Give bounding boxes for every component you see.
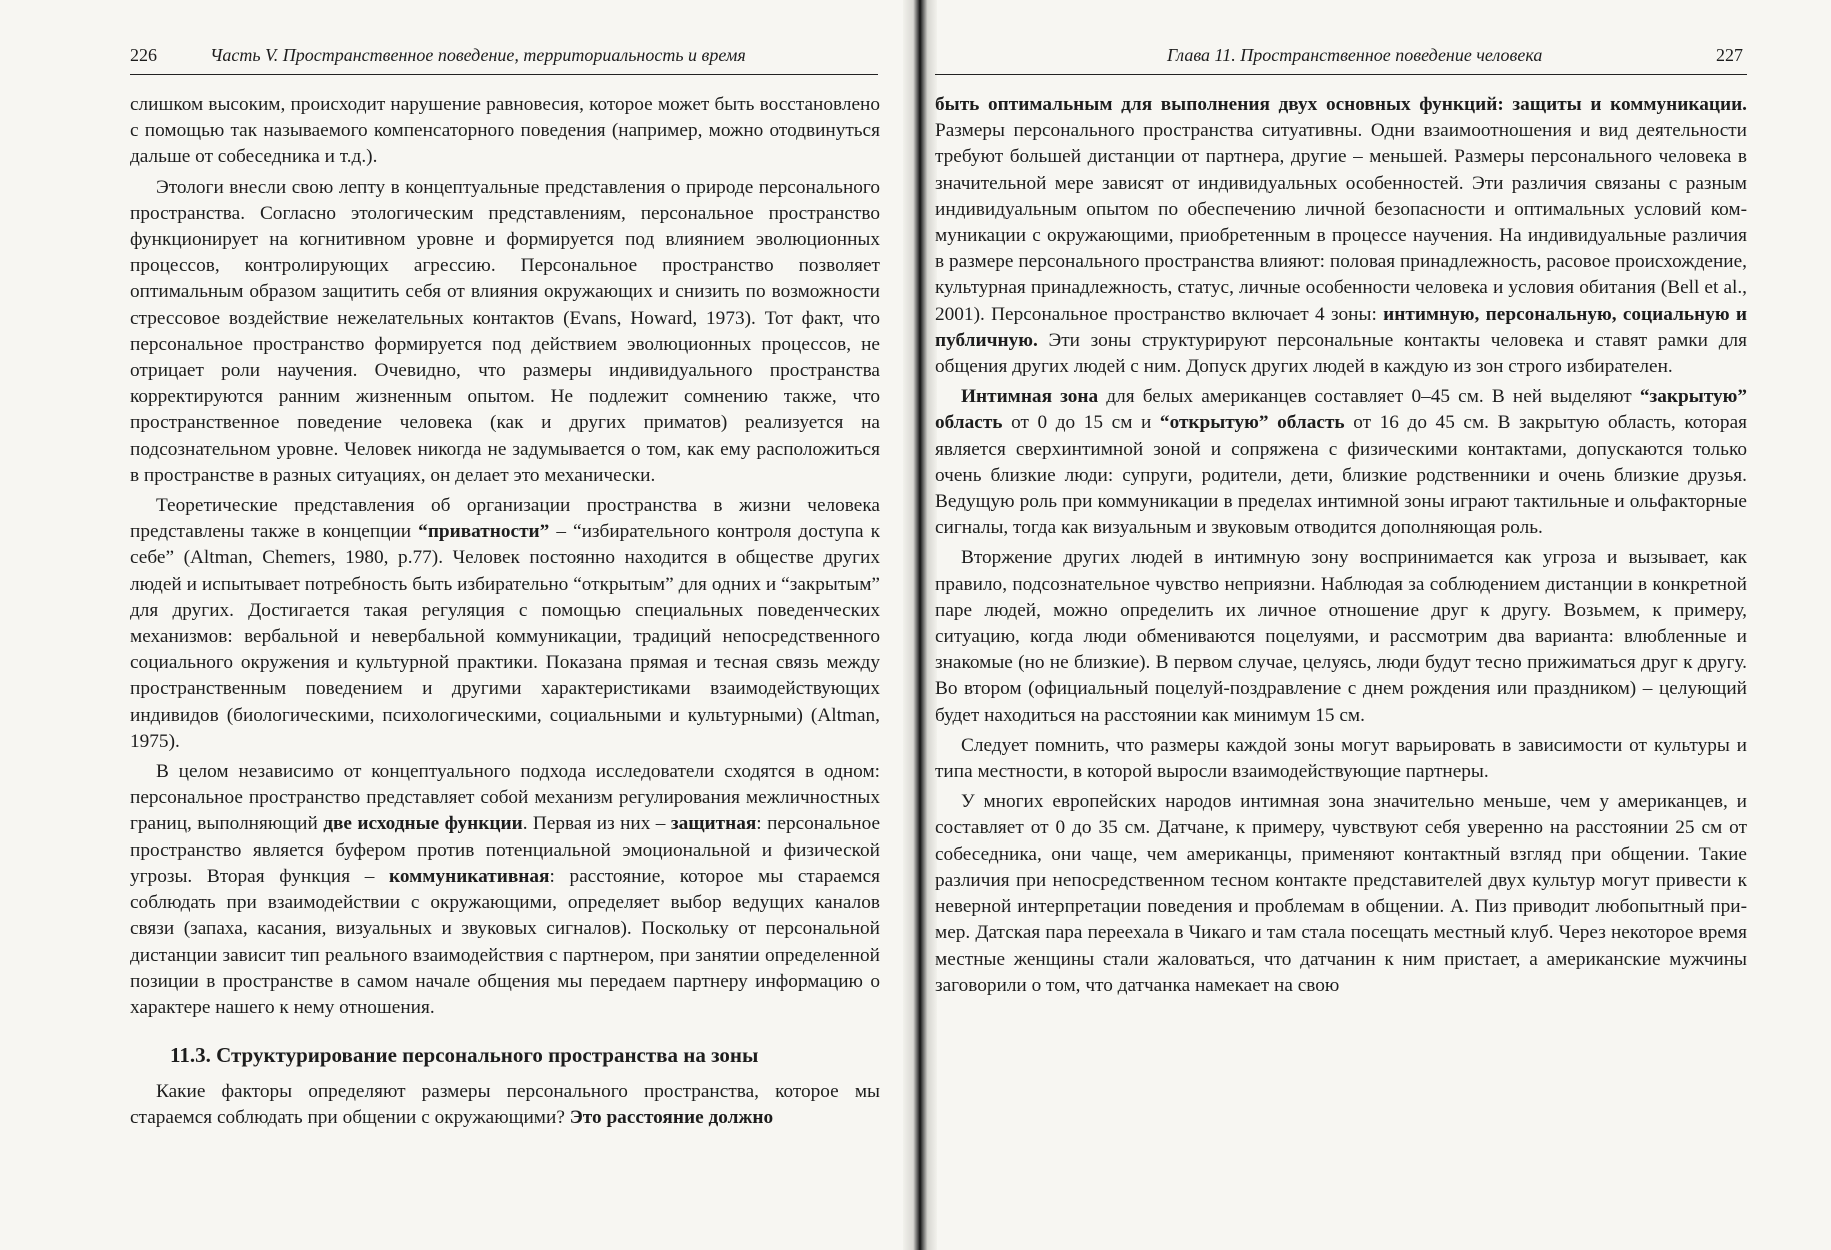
paragraph: [935, 92, 1747, 380]
text-run: Эти зоны структурируют персональные контакты человека и ставят рамки для общения других людей с ним. Допуск других людей в каждую из зон строго избирателен.: [935, 329, 1747, 378]
text-run: : расстояние, которое мы стараемся соблюдать при взаимодействии с окружающими, определяет выбор ведущих каналов связи (запаха, касания, визуальных и звуковых сигналов). Поскольку от персональной дистанции зависит тип реального взаимодействия с партнером, при занятии определенной позиции в пространстве в самом начале общения мы передаем партнеру информацию о характере нашего к нему отношения.: [130, 865, 881, 1018]
section-heading: 11.3. Структурирование персонального пространства на зоны: [170, 1043, 759, 1068]
running-title-right: Глава 11. Пространственное поведение человека: [1167, 45, 1543, 65]
paragraph: [935, 384, 1747, 541]
text-run: от 16 до 45 см. В закрытую область, которая является сверхинтимной зоной и сопряжена с физическими контактами, допускаются только очень близкие люди: супруги, родители, дети, близкие родственники и очень близкие друзья. Ведущую роль при коммуникации в пределах интимной зоны играют тактильные и ольфакторные сигналы, тогда как визуальным и звуковым отводится дополняющая роль.: [935, 412, 1748, 539]
left-page: [0, 0, 905, 1250]
running-header-left: [130, 40, 878, 75]
text-run: . Первая из них –: [522, 813, 671, 835]
bold-text-run: коммуникативная: [389, 865, 550, 887]
left-paragraphs: [130, 92, 880, 1021]
text-run: В целом независимо от концептуального подхода исследователи сходятся в одном: персональное пространство представляет собой механизм регулирования межличностных границ, выполняющий: [130, 761, 880, 835]
bold-text-run: Интимная зона: [961, 386, 1099, 408]
page-number-left: 226: [130, 45, 157, 65]
running-title-left: Часть V. Пространственное поведение, территориальность и время: [210, 45, 746, 65]
right-paragraphs: [935, 92, 1747, 999]
text-run: Вторжение других людей в интимную зону воспринимается как угроза и вызывает, как правило, подсознательное чувство неприязни. Наблюдая за соблюдением дистанции в конкретной паре людей, можно определить их личное отношение друг к другу. Возьмем, к примеру, ситуацию, когда люди обмениваются поцелуями, и рассмотрим два варианта: влюбленные и знакомые (но не близкие). В первом случае, целуясь, люди будут тесно прижиматься друг к другу. Во втором (официальный поцелуй-поздравление с днем рождения или праздником) – целующий будет находиться на расстоянии как минимум 15 см.: [935, 547, 1747, 726]
right-page-body: [935, 92, 1747, 1003]
paragraph: [130, 175, 880, 489]
page-number-right: 227: [1716, 45, 1743, 65]
text-run: Теоретические представления об организации пространства в жизни человека представлены также в концепции: [130, 495, 880, 543]
bold-text-run: “открытую” область: [1159, 412, 1345, 434]
text-run: – “избирательного контроля доступа к себе” (Altman, Chemers, 1980, p.77). Человек постоянно находится в обществе других людей и испытывает потребность быть избирательно “открытым” для одних и “закрытым” для других. Достигается такая регуляция с помощью специальных поведенческих механизмов: вербальной и невербальной коммуникации, традиций непосредственного социального окружения и культурной практики. Показана прямая и тесная связь между пространственным поведением и другими характеристиками взаимодействующих индивидов (биологическими, психологическими, социальными и культурными) (Altman, 1975).: [130, 521, 881, 752]
text-run: Следует помнить, что размеры каждой зоны могут варьировать в зависимости от культуры и типа местности, в которой выросли взаимодействующие партнеры.: [935, 734, 1747, 783]
paragraph: [935, 789, 1747, 999]
text-run: Этологи внесли свою лепту в концептуальные представления о природе персонального пространства. Согласно этологическим представлениям, персональное пространство функционирует на когнитивном уровне и формируется под влиянием эволюционных процессов, контролирующих агрессию. Персональное пространство позволяет оптимальным образом защитить себя от влияния окружающих и снизить по возможности стрессовое воздействие нежелательных контактов (Evans, Howard, 1973). Тот факт, что персональное пространство формируется под действием эволюционных процессов, не отрицает роли научения. Очевидно, что размеры индивидуального пространства корректируются ранним жизненным опытом. Не подлежит сомнению также, что пространственное поведение человека (как и других приматов) реализуется на подсознательном уровне. Человек никогда не задумывается о том, как ему расположиться в пространстве в разных ситуациях, он делает это механически.: [130, 176, 880, 486]
bold-text-run: две исходные функции: [323, 813, 523, 835]
text-run: слишком высоким, происходит нарушение равновесия, которое может быть восстановлено с помощью так называемого компенсаторного поведения (например, можно отодвинуться дальше от собеседника и т.д.).: [130, 94, 880, 168]
text-run: У многих европейских народов интимная зона значительно меньше, чем у американцев, и составляет от 0 до 35 см. Датчане, к примеру, чувствуют себя уверенно на расстоянии 25 см от собеседника, они чаще, чем американцы, применяют контактный взгляд при общении. Такие различия при непосредственном тесном контакте представителей двух культур могут привести к неверной интерпретации поведения и проблемам в общении. А. Пиз приводит любопытный пример. Датская пара переехала в Чикаго и там стала посещать местный клуб. Через некоторое время местные женщины стали жаловаться, что датчанин к ним пристает, а американские мужчины заговорили о том, что датчанка намекает на свою: [935, 791, 1747, 996]
paragraph: [935, 545, 1747, 728]
paragraph: [130, 759, 880, 1021]
left-page-body: [130, 92, 880, 1136]
bold-text-run: “приватности”: [418, 521, 550, 543]
bold-text-run: Это расстояние должно: [569, 1107, 774, 1129]
right-page: [935, 0, 1831, 1250]
paragraph: [130, 493, 880, 755]
bold-text-run: быть оптимальным для выполнения двух основных функций: защиты и коммуникации.: [935, 94, 1747, 115]
paragraph: [130, 92, 880, 171]
bold-text-run: защитная: [670, 813, 757, 835]
running-header-right: [935, 40, 1747, 75]
text-run: Какие факторы определяют размеры персонального пространства, которое мы стараемся соблюдать при общении с окружающими?: [130, 1081, 880, 1129]
text-run: от 0 до 15 см и: [1002, 412, 1160, 434]
bold-text-run: интимную, персональную, социальную и публичную.: [935, 303, 1747, 351]
text-run: : персональное пространство является буфером против потенциальной эмоциональной и физической угрозы. Вторая функция –: [130, 813, 881, 887]
bold-text-run: “закрытую” область: [935, 386, 1747, 434]
text-run: для белых американцев составляет 0–45 см. В ней выделяют: [1098, 386, 1640, 408]
paragraph: [935, 733, 1747, 785]
left-after-heading: [130, 1079, 880, 1131]
book-spine-gutter: [903, 0, 937, 1250]
text-run: Размеры персонального пространства ситуативны. Одни взаимоотношения и вид деятельности требуют большей дистанции от партнера, другие – меньшей. Размеры персонального человека в значительной мере зависят от индивидуальных особенностей. Эти различия связаны с разным индивидуальным опытом по обеспечению личной безопасности и оптимальных условий коммуникации с окружающими, приобретенным в процессе научения. На индивидуальные различия в размере персонального пространства влияют: половая принадлежность, расовое происхождение, культурная принадлежность, статус, личные особенности человека и условия обитания (Bell et al., 2001). Персональное пространство включает 4 зоны:: [935, 120, 1747, 325]
paragraph: [130, 1079, 880, 1131]
